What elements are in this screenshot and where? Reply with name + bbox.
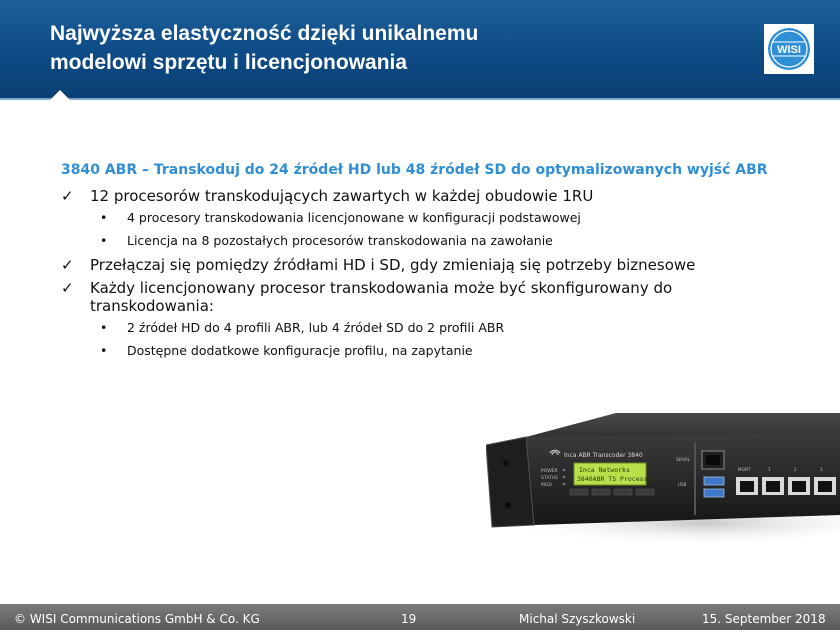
sub-item-text: Licencja na 8 pozostałych procesorów transkodowania na zawołanie (127, 233, 553, 248)
slide-title-line2: modelowi sprzętu i licencjonowania (50, 51, 408, 74)
port-number: 3 (820, 467, 823, 472)
sub-item-text: Dostępne dodatkowe konfiguracje profilu, na zapytanie (127, 343, 473, 358)
footer-page-number: 19 (401, 612, 417, 626)
logo-text: WISI (777, 44, 801, 56)
device-model-label: Inca ABR Transcoder 3840 (564, 452, 643, 459)
led-label-power: POWER (541, 469, 558, 474)
footer-copyright: © WISI Communications GmbH & Co. KG (14, 612, 260, 626)
ethernet-port (762, 477, 784, 495)
usb-label: USB (678, 482, 687, 487)
lcd-line1: Inca Networks (579, 466, 630, 474)
checkmark-icon: ✓ (61, 279, 74, 297)
bullet-icon: • (100, 210, 108, 225)
usb-port (704, 489, 724, 497)
footer-date: 15. September 2018 (702, 612, 826, 626)
ethernet-port (736, 477, 758, 495)
ethernet-port (788, 477, 810, 495)
check-item-text: Przełączaj się pomiędzy źródłami HD i SD, gdy zmieniają się potrzeby biznesowe (90, 256, 696, 274)
led-label-status: STATUS (541, 476, 558, 481)
bullet-icon: • (100, 233, 108, 248)
port-number: 2 (794, 467, 797, 472)
wisi-logo (764, 24, 814, 74)
transcoder-device-image (486, 405, 840, 545)
ethernet-port (814, 477, 836, 495)
usb-port (704, 477, 724, 485)
checkmark-icon: ✓ (61, 187, 74, 205)
subheading: 3840 ABR – Transkoduj do 24 źródeł HD lub 48 źródeł SD do optymalizowanych wyjść ABR (61, 162, 768, 178)
bullet-icon: • (100, 343, 108, 358)
header-divider (0, 98, 840, 100)
slide-title-line1: Najwyższa elastyczność dzięki unikalnemu (50, 22, 479, 45)
port-number: 1 (768, 467, 771, 472)
lcd-line2: 3840ABR TS Processor (577, 475, 656, 483)
header-bar (0, 0, 840, 98)
serial-label: SERIAL (676, 457, 690, 462)
check-item-text-line2: transkodowania: (90, 297, 214, 315)
check-item-text: 12 procesorów transkodujących zawartych w każdej obudowie 1RU (90, 187, 594, 205)
sub-item-text: 2 źródeł HD do 4 profili ABR, lub 4 źródeł SD do 2 profili ABR (127, 320, 505, 335)
header-notch-icon (48, 88, 72, 100)
footer-bar (0, 604, 840, 630)
checkmark-icon: ✓ (61, 256, 74, 274)
led-label-mgd: MGD (541, 483, 552, 488)
bullet-icon: • (100, 320, 108, 335)
check-item-text-line1: Każdy licencjonowany procesor transkodowania może być skonfigurowany do (90, 279, 673, 297)
mgmt-label: MGMT (738, 467, 751, 472)
footer-author: Michal Szyszkowski (519, 612, 636, 626)
sub-item-text: 4 procesory transkodowania licencjonowane w konfiguracji podstawowej (127, 210, 581, 225)
slide-title (50, 19, 690, 77)
